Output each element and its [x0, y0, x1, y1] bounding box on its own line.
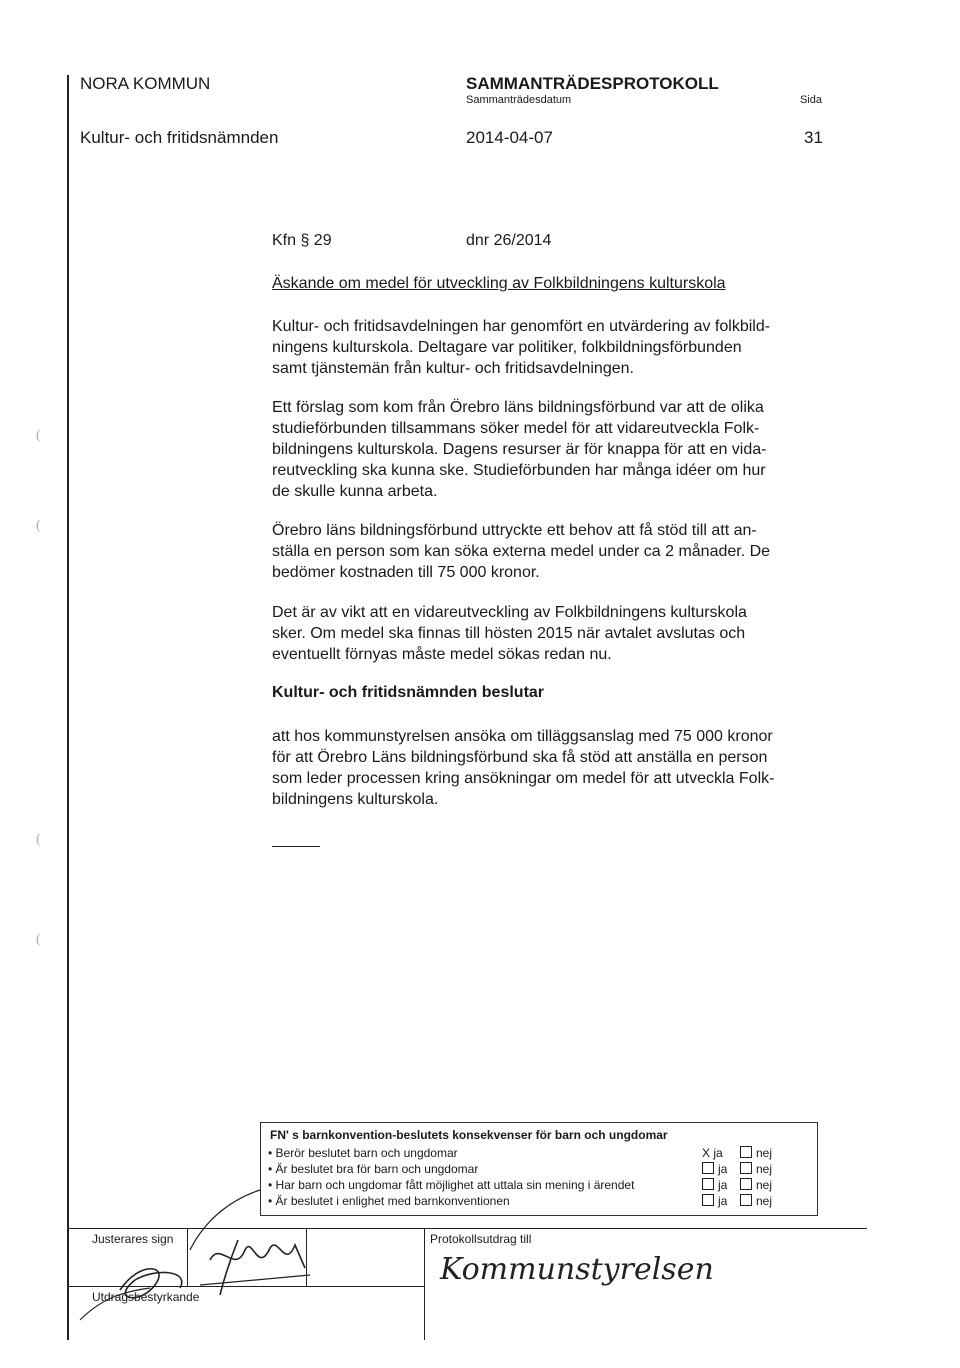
text-line: Kultur- och fritidsavdelningen har genomfört en utvärdering av folkbild- [272, 318, 771, 335]
meeting-date-label: Sammanträdesdatum [466, 94, 572, 106]
utdragsbestyrkande-label: Utdragsbestyrkande [92, 1290, 200, 1304]
meeting-date: 2014-04-07 [466, 128, 553, 147]
text-line: som leder processen kring ansökningar om medel för att utveckla Folk- [272, 770, 775, 787]
scan-mark: ( [36, 932, 41, 947]
document-title: SAMMANTRÄDESPROTOKOLL [466, 74, 719, 93]
check-mark: X [702, 1146, 711, 1160]
text-line: ningens kulturskola. Deltagare var politiker, folkbildningsförbunden [272, 339, 742, 356]
text-line: samt tjänstemän från kultur- och fritidsavdelningen. [272, 360, 634, 377]
text-line: Örebro läns bildningsförbund uttryckte ett behov att få stöd till att an- [272, 522, 757, 539]
text-line: bildningens kulturskola. [272, 791, 439, 808]
paragraph-2 [272, 397, 832, 502]
assessment-question: • Berör beslutet barn och ungdomar [268, 1146, 458, 1160]
nej-option[interactable]: nej [740, 1146, 772, 1160]
justerares-sign-label: Justerares sign [92, 1232, 174, 1246]
left-margin-rule [67, 75, 69, 1340]
text-line: de skulle kunna arbeta. [272, 483, 438, 500]
text-line: för att Örebro Läns bildningsförbund ska få stöd att anställa en person [272, 749, 768, 766]
paragraph-3 [272, 520, 832, 583]
assessment-row [268, 1146, 808, 1162]
text-line: sker. Om medel ska finnas till hösten 2015 när avtalet avslutas och [272, 625, 746, 642]
diary-number: dnr 26/2014 [466, 232, 552, 249]
handwritten-recipient: Kommunstyrelsen [440, 1252, 714, 1287]
assessment-question: • Har barn och ungdomar fått möjlighet att uttala sin mening i ärendet [268, 1178, 635, 1192]
text-line: studieförbunden tillsammans söker medel för att vidareutveckla Folk- [272, 420, 760, 437]
text-line: reutveckling ska kunna ske. Studieförbunden har många idéer om hur [272, 462, 766, 479]
ja-option[interactable]: X ja [702, 1146, 723, 1160]
ja-option[interactable]: ja [702, 1194, 727, 1208]
ja-option[interactable]: ja [702, 1178, 727, 1192]
organization-name: NORA KOMMUN [80, 74, 211, 93]
signature-scribbles [60, 1180, 320, 1330]
assessment-row [268, 1194, 808, 1210]
paragraph-number: Kfn § 29 [272, 232, 332, 249]
checkbox-icon [740, 1146, 752, 1158]
scan-mark: ( [36, 832, 41, 847]
footer-divider [424, 1228, 425, 1340]
text-line: ställa en person som kan söka externa medel under ca 2 månader. De [272, 543, 771, 560]
checkbox-icon [702, 1178, 714, 1190]
text-line: eventuellt förnyas måste medel sökas redan nu. [272, 646, 612, 663]
checkbox-icon [740, 1194, 752, 1206]
end-rule [272, 846, 320, 847]
paragraph-4 [272, 602, 832, 665]
assessment-question: • Är beslutet i enlighet med barnkonventionen [268, 1194, 510, 1208]
protokollsutdrag-label: Protokollsutdrag till [430, 1232, 532, 1246]
text-line: Ett förslag som kom från Örebro läns bildningsförbund var att de olika [272, 399, 764, 416]
child-rights-title: FN' s barnkonvention-beslutets konsekvenser för barn och ungdomar [270, 1128, 668, 1142]
assessment-row [268, 1162, 808, 1178]
assessment-question: • Är beslutet bra för barn och ungdomar [268, 1162, 479, 1176]
nej-option[interactable]: nej [740, 1194, 772, 1208]
nej-option[interactable]: nej [740, 1178, 772, 1192]
decision-heading: Kultur- och fritidsnämnden beslutar [272, 684, 545, 701]
checkbox-icon [740, 1162, 752, 1174]
checkbox-icon [702, 1162, 714, 1174]
page-label: Sida [800, 94, 823, 106]
paragraph-1 [272, 316, 832, 379]
assessment-row [268, 1178, 808, 1194]
text-line: att hos kommunstyrelsen ansöka om tilläggsanslag med 75 000 kronor [272, 728, 773, 745]
scan-mark: ( [36, 518, 41, 533]
scan-mark: ( [36, 428, 41, 443]
text-line: bildningens kulturskola. Dagens resurser är för knappa för att en vida- [272, 441, 767, 458]
case-heading: Äskande om medel för utveckling av Folkbildningens kulturskola [272, 275, 726, 292]
committee-name: Kultur- och fritidsnämnden [80, 128, 279, 147]
page-number: 31 [804, 128, 823, 147]
checkbox-icon [702, 1194, 714, 1206]
text-line: bedömer kostnaden till 75 000 kronor. [272, 564, 540, 581]
ja-option[interactable]: ja [702, 1162, 727, 1176]
decision-text [272, 726, 832, 810]
text-line: Det är av vikt att en vidareutveckling av Folkbildningens kulturskola [272, 604, 747, 621]
nej-option[interactable]: nej [740, 1162, 772, 1176]
checkbox-icon [740, 1178, 752, 1190]
